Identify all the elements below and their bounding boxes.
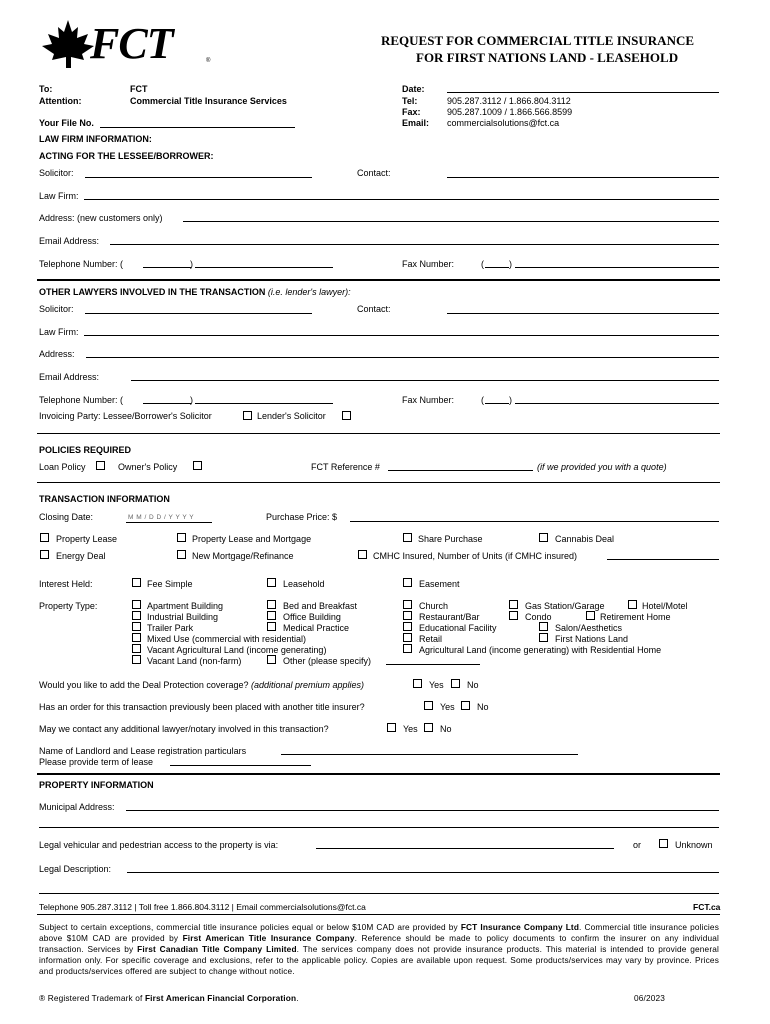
fax-area-field[interactable] (485, 267, 509, 268)
disclaimer (39, 922, 719, 977)
first-nations-checkbox[interactable] (539, 633, 548, 642)
email-address-field[interactable] (110, 244, 719, 245)
other-telephone-paren: ) (190, 395, 193, 405)
fax-paren-close: ) (509, 259, 512, 269)
to-value: FCT (130, 84, 148, 94)
other-email-field[interactable] (131, 380, 719, 381)
address-field[interactable] (183, 221, 719, 222)
fct-reference-note: (if we provided you with a quote) (537, 462, 667, 472)
deal-protection-question (39, 680, 364, 690)
disclaimer-part: Subject to certain exceptions, commercial title insurance policies equal or below $10M CAD are provided by (39, 922, 461, 932)
property-type-option: Trailer Park (147, 623, 194, 633)
property-heading: PROPERTY INFORMATION (39, 780, 154, 790)
registered-mark: ® (206, 58, 211, 64)
property-type-option: Church (419, 601, 449, 611)
maple-leaf-icon (38, 18, 98, 70)
easement-checkbox[interactable] (403, 578, 412, 587)
disclaimer-company: First Canadian Title Company Limited (137, 944, 297, 954)
email-label: Email: (402, 118, 430, 128)
other-law-firm-field[interactable] (84, 335, 719, 336)
closing-date-underline (126, 522, 212, 523)
footer-site[interactable]: FCT.ca (693, 902, 721, 912)
bed-breakfast-checkbox[interactable] (267, 600, 276, 609)
leasehold-checkbox[interactable] (267, 578, 276, 587)
law-firm-field[interactable] (84, 199, 719, 200)
church-checkbox[interactable] (403, 600, 412, 609)
property-type-label: Property Type: (39, 601, 98, 611)
disclaimer-company: First American Title Insurance Company (182, 933, 355, 943)
property-type-option: Office Building (283, 612, 341, 622)
acting-for-heading: ACTING FOR THE LESSEE/BORROWER: (39, 151, 214, 161)
previous-order-question: Has an order for this transaction previously been placed with another title insurer? (39, 702, 365, 712)
access-label: Legal vehicular and pedestrian access to the property is via: (39, 840, 279, 850)
salon-label: Salon/Aesthetics (555, 623, 623, 633)
fax-paren-open: ( (481, 259, 484, 269)
property-type-option: Bed and Breakfast (283, 601, 358, 611)
medical-practice-checkbox[interactable] (267, 622, 276, 631)
deal-protection-note: (additional premium applies) (250, 680, 365, 690)
section-divider (37, 433, 720, 434)
other-telephone-label: Telephone Number: ( (39, 395, 124, 405)
owners-policy-label: Owner's Policy (118, 462, 178, 472)
fax-number-field[interactable] (515, 267, 719, 268)
tel-label: Tel: (402, 96, 418, 106)
fee-simple-label: Fee Simple (147, 579, 193, 589)
new-mortgage-label: New Mortgage/Refinance (192, 551, 294, 561)
section-divider (37, 482, 720, 483)
energy-deal-checkbox[interactable] (40, 550, 49, 559)
property-lease-checkbox[interactable] (40, 533, 49, 542)
access-field[interactable] (316, 848, 614, 849)
hotel-label: Hotel/Motel (642, 601, 688, 611)
property-type-option: Apartment Building (147, 601, 224, 611)
transaction-heading: TRANSACTION INFORMATION (39, 494, 170, 504)
other-law-firm-label: Law Firm: (39, 327, 79, 337)
other-solicitor-field[interactable] (85, 313, 312, 314)
loan-policy-checkbox[interactable] (96, 461, 105, 470)
purchase-price-field[interactable] (350, 521, 719, 522)
fct-logo (38, 18, 211, 70)
solicitor-field[interactable] (85, 177, 312, 178)
invoicing-party-label: Invoicing Party: Lessee/Borrower's Solicitor (39, 411, 212, 421)
lenders-solicitor-label: Lender's Solicitor (257, 411, 326, 421)
municipal-address-label: Municipal Address: (39, 802, 115, 812)
cannabis-deal-checkbox[interactable] (539, 533, 548, 542)
date-label: Date: (402, 84, 425, 94)
leasehold-label: Leasehold (283, 579, 325, 589)
previous-order-no-checkbox[interactable] (461, 701, 470, 710)
fct-reference-label: FCT Reference # (311, 462, 380, 472)
lease-term-label: Please provide term of lease (39, 757, 154, 767)
property-type-option: Other (please specify) (283, 656, 372, 666)
salon-checkbox[interactable] (539, 622, 548, 631)
telephone-field[interactable] (195, 267, 333, 268)
legal-description-field[interactable] (127, 872, 719, 873)
retirement-label: Retirement Home (600, 612, 671, 622)
invoicing-lender-checkbox[interactable] (342, 411, 351, 420)
attention-label: Attention: (39, 96, 82, 106)
no-label: No (440, 724, 452, 734)
contact-label: Contact: (357, 168, 391, 178)
cannabis-deal-label: Cannabis Deal (555, 534, 615, 544)
cmhc-units-field[interactable] (607, 559, 719, 560)
other-contact-label: Contact: (357, 304, 391, 314)
apartment-checkbox[interactable] (132, 600, 141, 609)
your-file-field[interactable] (100, 127, 295, 128)
other-type-field[interactable] (386, 664, 480, 665)
first-nations-label: First Nations Land (555, 634, 629, 644)
closing-date-field[interactable]: M M / D D / Y Y Y Y (128, 514, 195, 521)
industrial-checkbox[interactable] (132, 611, 141, 620)
lease-term-field[interactable] (170, 765, 311, 766)
other-address-field[interactable] (86, 357, 719, 358)
telephone-area-field[interactable] (143, 267, 191, 268)
policies-heading: POLICIES REQUIRED (39, 445, 132, 455)
trailer-park-checkbox[interactable] (132, 622, 141, 631)
gas-station-checkbox[interactable] (509, 600, 518, 609)
fee-simple-checkbox[interactable] (132, 578, 141, 587)
property-type-option: Vacant Land (non-farm) (147, 656, 242, 666)
educational-checkbox[interactable] (403, 622, 412, 631)
fax-label: Fax: (402, 107, 421, 117)
other-lawyers-note: (i.e. lender's lawyer): (267, 287, 351, 297)
fax-number-label: Fax Number: (402, 259, 455, 269)
other-fax-number-field[interactable] (515, 403, 719, 404)
deal-protection-no-checkbox[interactable] (451, 679, 460, 688)
other-fax-area-field[interactable] (485, 403, 509, 404)
other-solicitor-label: Solicitor: (39, 304, 74, 314)
attention-value: Commercial Title Insurance Services (130, 96, 287, 106)
other-contact-field[interactable] (447, 313, 719, 314)
property-lease-mortgage-label: Property Lease and Mortgage (192, 534, 312, 544)
property-lease-mortgage-checkbox[interactable] (177, 533, 186, 542)
other-address-label: Address: (39, 349, 75, 359)
legal-description-label: Legal Description: (39, 864, 112, 874)
vacant-agricultural-checkbox[interactable] (132, 644, 141, 653)
fct-reference-field[interactable] (388, 470, 533, 471)
other-type-checkbox[interactable] (267, 655, 276, 664)
telephone-label: Telephone Number: ( (39, 259, 124, 269)
landlord-label: Name of Landlord and Lease registration particulars (39, 746, 247, 756)
landlord-field[interactable] (281, 754, 578, 755)
to-label: To: (39, 84, 53, 94)
section-divider (37, 279, 720, 281)
trademark-owner: First American Financial Corporation (144, 993, 297, 1003)
condo-checkbox[interactable] (509, 611, 518, 620)
trademark-note (39, 993, 299, 1004)
deal-protection-yes-checkbox[interactable] (413, 679, 422, 688)
trademark-end: . (296, 993, 299, 1003)
fax-value: 905.287.1009 / 1.866.566.8599 (447, 107, 573, 117)
property-type-option: Medical Practice (283, 623, 350, 633)
property-lease-label: Property Lease (56, 534, 118, 544)
footer-contact-line: Telephone 905.287.3112 | Toll free 1.866.804.3112 | Email commercialsolutions@fct.ca (39, 902, 366, 912)
yes-label: Yes (403, 724, 418, 734)
other-lawyers-title: OTHER LAWYERS INVOLVED IN THE TRANSACTION (39, 287, 266, 297)
retirement-checkbox[interactable] (586, 611, 595, 620)
previous-order-yes-checkbox[interactable] (424, 701, 433, 710)
form-title-line1: REQUEST FOR COMMERCIAL TITLE INSURANCE (381, 33, 695, 48)
address-label: Address: (new customers only) (39, 213, 163, 223)
purchase-price-label: Purchase Price: $ (266, 512, 338, 522)
office-building-checkbox[interactable] (267, 611, 276, 620)
municipal-address-field-2[interactable] (39, 827, 719, 828)
share-purchase-checkbox[interactable] (403, 533, 412, 542)
share-purchase-label: Share Purchase (418, 534, 483, 544)
mixed-use-checkbox[interactable] (132, 633, 141, 642)
law-firm-heading: LAW FIRM INFORMATION: (39, 134, 152, 144)
contact-field[interactable] (447, 177, 719, 178)
email-value[interactable]: commercialsolutions@fct.ca (447, 118, 560, 128)
cmhc-label: CMHC Insured, Number of Units (if CMHC insured) (373, 551, 578, 561)
invoicing-borrower-checkbox[interactable] (243, 411, 252, 420)
retail-checkbox[interactable] (403, 633, 412, 642)
other-email-label: Email Address: (39, 372, 100, 382)
owners-policy-checkbox[interactable] (193, 461, 202, 470)
no-label: No (467, 680, 479, 690)
property-type-option: Educational Facility (419, 623, 497, 633)
vacant-land-checkbox[interactable] (132, 655, 141, 664)
telephone-paren: ) (190, 259, 193, 269)
property-type-option: Industrial Building (147, 612, 219, 622)
other-fax-paren-close: ) (509, 395, 512, 405)
property-type-option: Restaurant/Bar (419, 612, 480, 622)
loan-policy-label: Loan Policy (39, 462, 86, 472)
your-file-label: Your File No. (39, 118, 94, 128)
disclaimer-company: FCT Insurance Company Ltd (460, 922, 580, 932)
property-type-option: Mixed Use (commercial with residential) (147, 634, 307, 644)
form-date: 06/2023 (634, 993, 666, 1003)
form-title-line2: FOR FIRST NATIONS LAND - LEASEHOLD (416, 50, 679, 65)
energy-deal-label: Energy Deal (56, 551, 106, 561)
yes-label: Yes (429, 680, 444, 690)
email-address-label: Email Address: (39, 236, 100, 246)
contact-lawyer-yes-checkbox[interactable] (387, 723, 396, 732)
property-type-option: Agricultural Land (income generating) with Residential Home (419, 645, 662, 655)
section-divider (37, 773, 720, 775)
other-fax-paren-open: ( (481, 395, 484, 405)
gas-station-label: Gas Station/Garage (525, 601, 605, 611)
legal-description-field-2[interactable] (39, 893, 719, 894)
or-label: or (633, 840, 642, 850)
easement-label: Easement (419, 579, 460, 589)
unknown-checkbox[interactable] (659, 839, 668, 848)
trademark-text: ® Registered Trademark of (39, 993, 145, 1003)
tel-value: 905.287.3112 / 1.866.804.3112 (447, 96, 571, 106)
logo-text: FCT (90, 19, 173, 68)
date-field[interactable] (447, 92, 719, 93)
no-label: No (477, 702, 489, 712)
property-type-option: Vacant Agricultural Land (income generating) (147, 645, 327, 655)
other-telephone-area-field[interactable] (143, 403, 191, 404)
restaurant-checkbox[interactable] (403, 611, 412, 620)
interest-held-label: Interest Held: (39, 579, 93, 589)
cmhc-checkbox[interactable] (358, 550, 367, 559)
footer-divider (37, 914, 720, 915)
new-mortgage-checkbox[interactable] (177, 550, 186, 559)
unknown-label: Unknown (675, 840, 713, 850)
contact-lawyer-no-checkbox[interactable] (424, 723, 433, 732)
municipal-address-field[interactable] (126, 810, 719, 811)
property-type-option: Retail (419, 634, 443, 644)
condo-label: Condo (525, 612, 552, 622)
deal-protection-text: Would you like to add the Deal Protection coverage? (39, 680, 249, 690)
other-lawyers-heading (39, 287, 351, 297)
law-firm-label: Law Firm: (39, 191, 79, 201)
other-telephone-field[interactable] (195, 403, 333, 404)
contact-lawyer-question: May we contact any additional lawyer/notary involved in this transaction? (39, 724, 329, 734)
solicitor-label: Solicitor: (39, 168, 74, 178)
disclaimer-part: . The services company does not provide insurance products. This material is intended to provide general information only. For specific coverage and exclusions, refer to the applicable policy. Copies are available upon request. Some products/services may vary by province. Prices and products/services offered are subject to change without notice. (39, 944, 719, 976)
agricultural-residential-checkbox[interactable] (403, 644, 412, 653)
other-fax-label: Fax Number: (402, 395, 455, 405)
disclaimer-part: . Commercial title insurance policies above $10M CAD are provided by (39, 922, 719, 943)
hotel-checkbox[interactable] (628, 600, 637, 609)
closing-date-label: Closing Date: (39, 512, 94, 522)
disclaimer-part: . Reference should be made to policy documents to confirm the insurer on any individual transaction. Services by (39, 933, 719, 954)
yes-label: Yes (440, 702, 455, 712)
